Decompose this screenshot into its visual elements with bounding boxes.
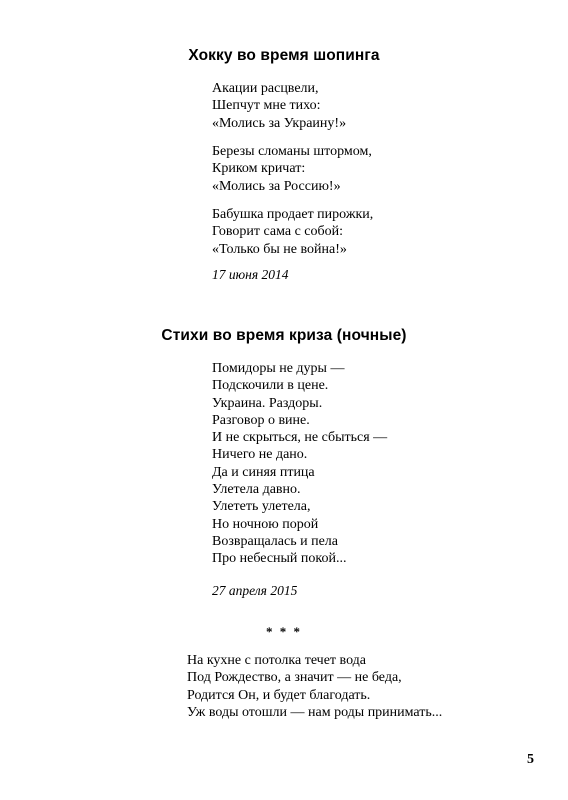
poem-title-haiku: Хокку во время шопинга xyxy=(188,47,380,64)
poem-line: Улетела давно. xyxy=(212,482,301,498)
poem-line: Разговор о вине. xyxy=(212,412,310,428)
poem-line: Бабушка продает пирожки, xyxy=(212,207,374,222)
poem-line: Под Рождество, а значит — не беда, xyxy=(187,670,402,686)
poem-line: На кухне с потолка течет вода xyxy=(187,653,366,668)
poem2-date: 27 апреля 2015 xyxy=(212,583,298,598)
poem1-stanza-3 xyxy=(212,206,373,258)
poem-line: Говорит сама с собой: xyxy=(212,224,343,240)
poem-line: Акации расцвели, xyxy=(212,81,319,96)
poem1-stanza-1 xyxy=(212,80,346,132)
poem-line: Подскочили в цене. xyxy=(212,378,329,394)
poem-line: Украина. Раздоры. xyxy=(212,395,323,411)
poem-line: Улететь улетела, xyxy=(212,499,311,515)
section-separator: * * * xyxy=(266,624,302,639)
poem-line: Шепчут мне тихо: xyxy=(212,98,321,114)
poem2-body xyxy=(212,360,387,568)
page-number: 5 xyxy=(527,752,534,767)
poem1-stanza-2 xyxy=(212,143,372,195)
poem-line: Да и синяя птица xyxy=(212,464,315,480)
poem-line: Возвращалась и пела xyxy=(212,533,339,549)
poem-line: Ничего не дано. xyxy=(212,447,308,463)
poem-line: «Только бы не война!» xyxy=(212,241,347,257)
poem3-body xyxy=(187,652,442,721)
poem-line: «Молись за Россию!» xyxy=(212,178,341,194)
poem-line: Уж воды отошли — нам роды принимать... xyxy=(187,704,443,720)
poem-title-crisis: Стихи во время криза (ночные) xyxy=(161,327,407,344)
poem-line: «Молись за Украину!» xyxy=(212,115,347,131)
poem1-date: 17 июня 2014 xyxy=(212,267,289,282)
poem-line: И не скрыться, не сбыться — xyxy=(212,430,388,446)
poem-line: Березы сломаны штормом, xyxy=(212,144,372,159)
poem-line: Помидоры не дуры — xyxy=(212,361,345,376)
poem-line: Про небесный покой... xyxy=(212,551,347,567)
poem-line: Родится Он, и будет благодать. xyxy=(187,687,371,703)
poem-line: Но ночною порой xyxy=(212,516,319,532)
poem-line: Криком кричат: xyxy=(212,161,306,177)
